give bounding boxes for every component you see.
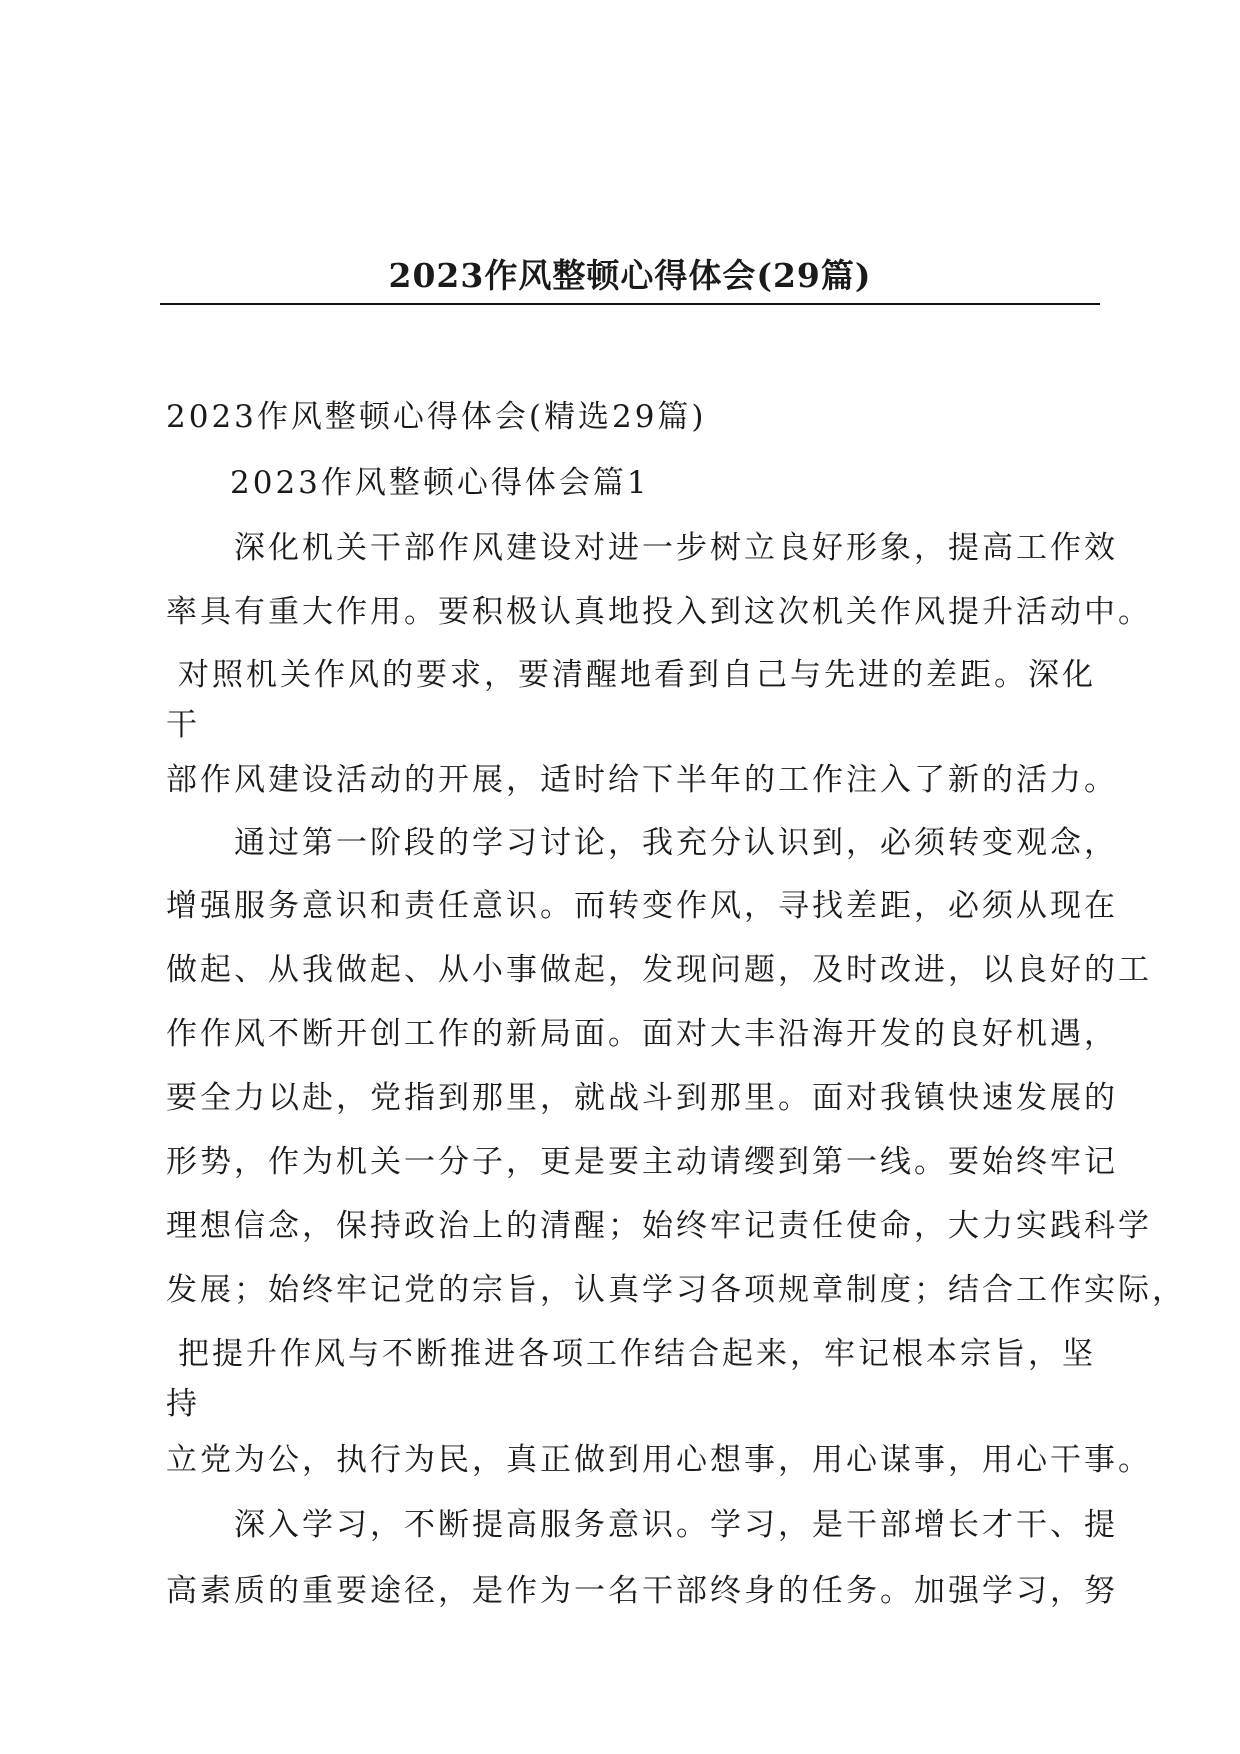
body-line: 高素质的重要途径，是作为一名干部终身的任务。加强学习，努 bbox=[166, 1573, 1118, 1609]
body-line: 干 bbox=[166, 707, 200, 743]
body-line: 立党为公，执行为民，真正做到用心想事，用心谋事，用心干事。 bbox=[166, 1442, 1152, 1478]
title-divider bbox=[160, 303, 1100, 305]
body-line: 部作风建设活动的开展，适时给下半年的工作注入了新的活力。 bbox=[166, 762, 1118, 798]
body-line: 对照机关作风的要求，要清醒地看到自己与先进的差距。深化 bbox=[178, 657, 1096, 693]
section-heading: 2023作风整顿心得体会篇1 bbox=[230, 465, 650, 501]
body-line: 要全力以赴，党指到那里，就战斗到那里。面对我镇快速发展的 bbox=[166, 1080, 1118, 1116]
body-line: 率具有重大作用。要积极认真地投入到这次机关作风提升活动中。 bbox=[166, 594, 1152, 630]
document-title: 2023作风整顿心得体会(29篇) bbox=[388, 256, 872, 295]
body-line: 作作风不断开创工作的新局面。面对大丰沿海开发的良好机遇， bbox=[166, 1016, 1118, 1052]
document-subtitle: 2023作风整顿心得体会(精选29篇) bbox=[166, 399, 707, 435]
body-line: 持 bbox=[166, 1386, 200, 1422]
body-line: 发展；始终牢记党的宗旨，认真学习各项规章制度；结合工作实际， bbox=[166, 1272, 1186, 1308]
body-line: 增强服务意识和责任意识。而转变作风，寻找差距，必须从现在 bbox=[166, 888, 1118, 924]
body-line: 理想信念，保持政治上的清醒；始终牢记责任使命，大力实践科学 bbox=[166, 1208, 1152, 1244]
body-line: 形势，作为机关一分子，更是要主动请缨到第一线。要始终牢记 bbox=[166, 1144, 1118, 1180]
body-line: 做起、从我做起、从小事做起，发现问题，及时改进，以良好的工 bbox=[166, 952, 1152, 988]
body-line: 深化机关干部作风建设对进一步树立良好形象，提高工作效 bbox=[234, 530, 1118, 566]
body-line: 通过第一阶段的学习讨论，我充分认识到，必须转变观念， bbox=[234, 825, 1118, 861]
body-line: 深入学习，不断提高服务意识。学习，是干部增长才干、提 bbox=[234, 1507, 1118, 1543]
body-line: 把提升作风与不断推进各项工作结合起来，牢记根本宗旨，坚 bbox=[178, 1336, 1096, 1372]
